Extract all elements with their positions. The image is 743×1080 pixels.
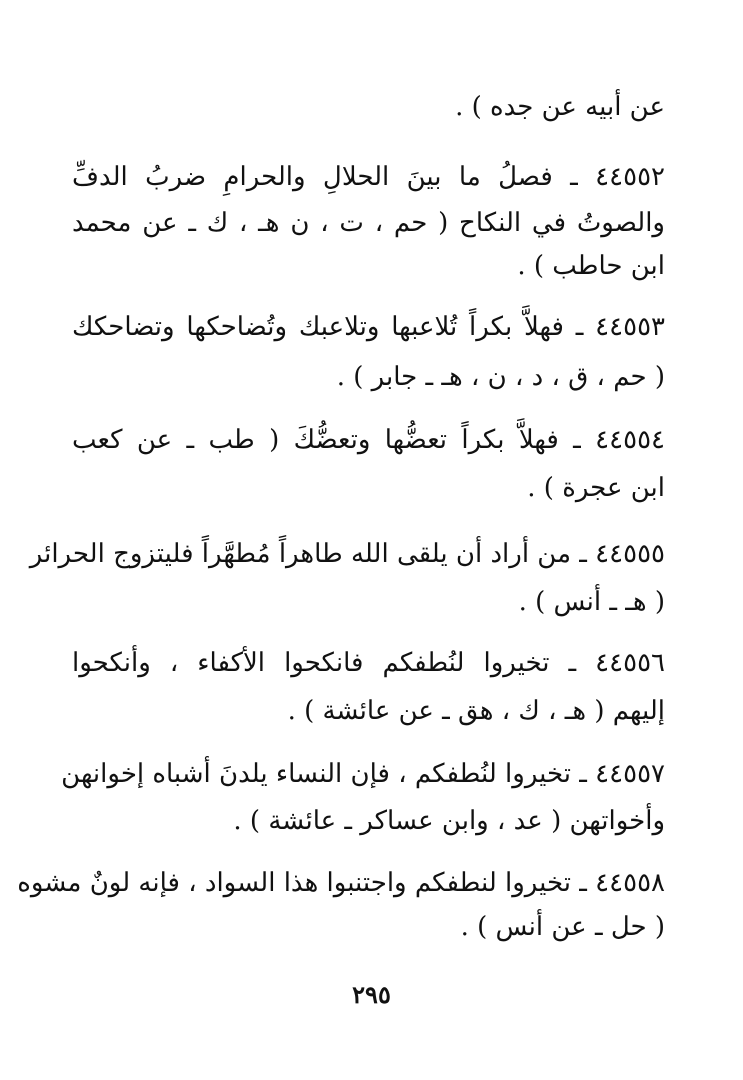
hadith-44554-line-2: ابن عجرة ) . <box>527 473 665 503</box>
hadith-44552-line-1: ٤٤٥٥٢ ـ فصلُ ما بينَ الحلالِ والحرامِ ضربُ الدفِّ <box>72 162 665 192</box>
hadith-44557-line-2: وأخواتهن ( عد ، وابن عساكر ـ عائشة ) . <box>233 806 665 836</box>
hadith-44558-line-1: ٤٤٥٥٨ ـ تخيروا لنطفكم واجتنبوا هذا السواد ، فإنه لونٌ مشوه <box>17 868 665 898</box>
hadith-44554-line-1: ٤٤٥٥٤ ـ فهلاَّ بكراً تعضُّها وتعضُّكَ ( طب ـ عن كعب <box>72 425 665 455</box>
hadith-44556-line-1: ٤٤٥٥٦ ـ تخيروا لنُطفكم فانكحوا الأكفاء ، وأنكحوا <box>72 648 665 678</box>
hadith-44556-line-2: إليهم ( هـ ، ك ، هق ـ عن عائشة ) . <box>287 696 665 726</box>
hadith-44555-line-1: ٤٤٥٥٥ ـ من أراد أن يلقى الله طاهراً مُطهَّراً فليتزوج الحرائر <box>29 539 665 569</box>
hadith-44552-line-3: ابن حاطب ) . <box>517 251 665 281</box>
text-line-1: عن أبيه عن جده ) . <box>455 92 665 122</box>
hadith-44553-line-1: ٤٤٥٥٣ ـ فهلاَّ بكراً تُلاعبها وتلاعبك وتُضاحكها وتضاحكك <box>72 312 665 342</box>
page-number: ٢٩٥ <box>352 980 391 1009</box>
hadith-44558-line-2: ( حل ـ عن أنس ) . <box>460 912 665 942</box>
hadith-44552-line-2: والصوتُ في النكاح ( حم ، ت ، ن هـ ، ك ـ عن محمد <box>72 208 665 238</box>
hadith-44557-line-1: ٤٤٥٥٧ ـ تخيروا لنُطفكم ، فإن النساء يلدنَ أشباه إخوانهن <box>61 759 665 789</box>
hadith-44553-line-2: ( حم ، ق ، د ، ن ، هـ ـ جابر ) . <box>336 362 665 392</box>
hadith-44555-line-2: ( هـ ـ أنس ) . <box>518 587 665 617</box>
